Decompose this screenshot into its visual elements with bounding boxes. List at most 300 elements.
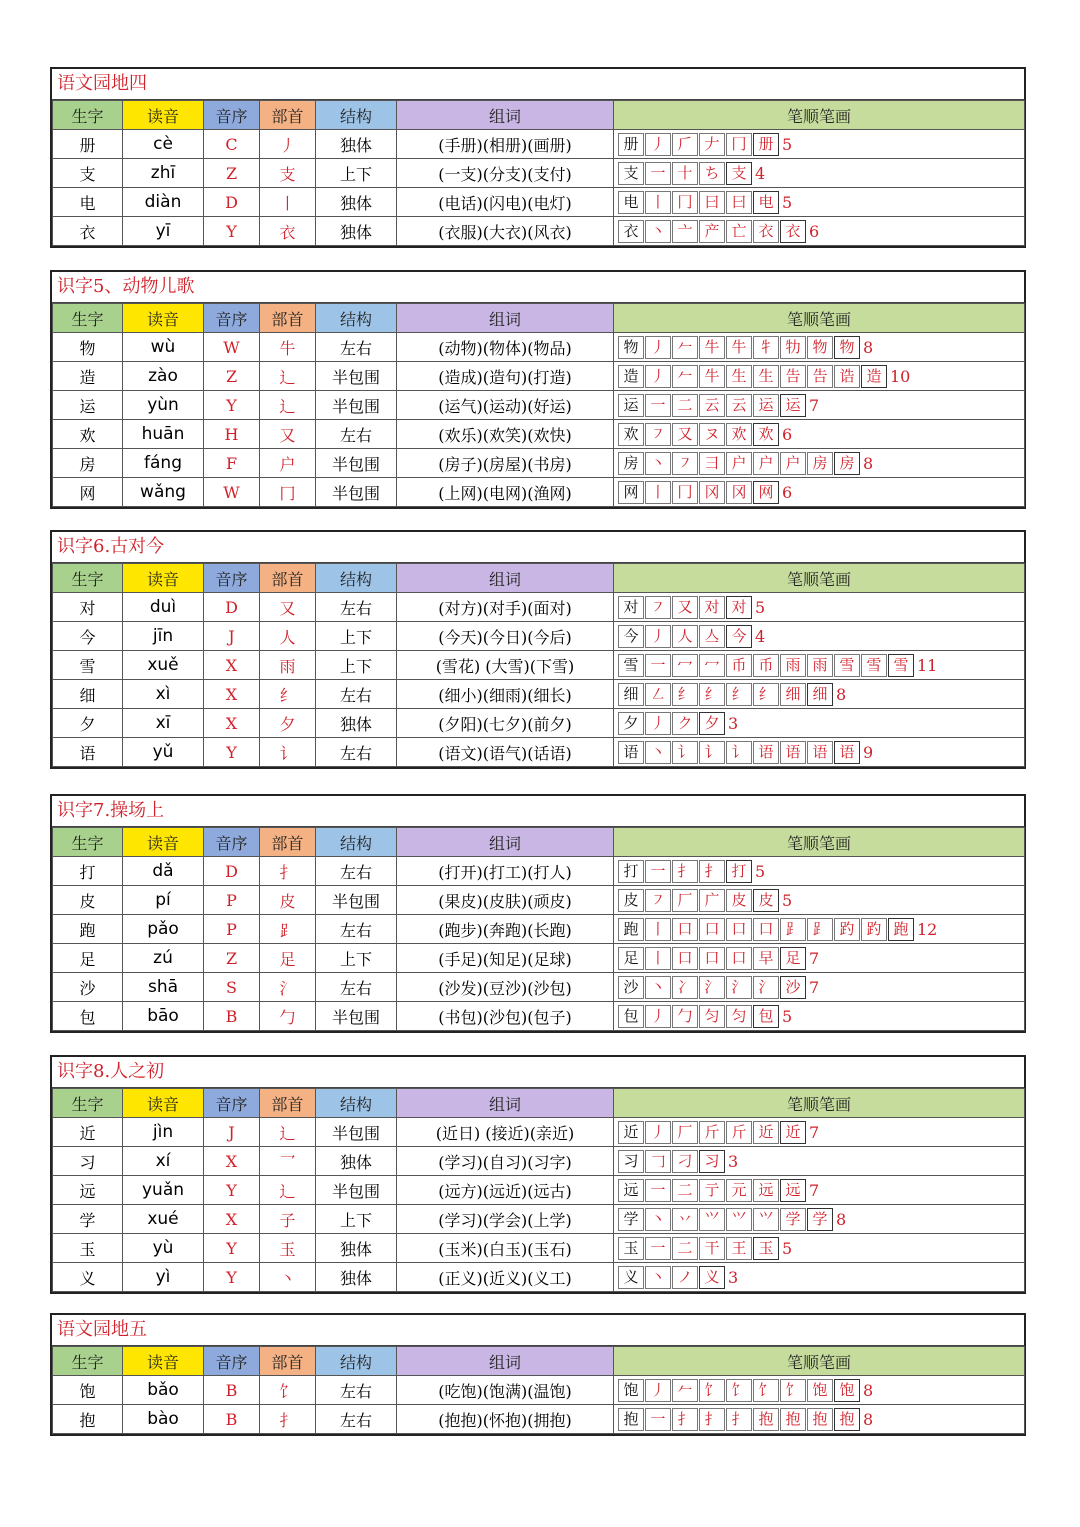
- column-header-radical: 部首: [260, 828, 316, 857]
- stroke-box: ノ: [672, 1266, 698, 1289]
- cell-pinyin: pǎo: [123, 915, 204, 944]
- cell-strokes: [614, 362, 1025, 391]
- stroke-box: 足: [780, 947, 806, 970]
- cell-order: Y: [204, 1176, 260, 1205]
- stroke-count: 3: [728, 713, 739, 733]
- cell-pinyin: xué: [123, 1205, 204, 1234]
- cell-words: (沙发)(豆沙)(沙包): [397, 973, 614, 1002]
- section-title: 语文园地四: [52, 69, 1024, 100]
- stroke-box: 雪: [618, 654, 644, 677]
- cell-radical: 玉: [260, 1234, 316, 1263]
- stroke-box: 足: [618, 947, 644, 970]
- cell-radical: 饣: [260, 1376, 316, 1405]
- cell-pinyin: fáng: [123, 449, 204, 478]
- stroke-count: 11: [917, 655, 938, 675]
- stroke-box: 口: [672, 947, 698, 970]
- table-row: [53, 680, 1025, 709]
- stroke-box: 刁: [672, 1150, 698, 1173]
- cell-strokes: [614, 1405, 1025, 1434]
- cell-words: (果皮)(皮肤)(顽皮): [397, 886, 614, 915]
- stroke-count: 8: [836, 684, 847, 704]
- cell-char: 沙: [53, 973, 123, 1002]
- column-header-pinyin: 读音: [123, 304, 204, 333]
- stroke-box: ㇇: [672, 452, 698, 475]
- stroke-box: 一: [645, 1237, 671, 1260]
- stroke-box: 语: [618, 741, 644, 764]
- stroke-box: 纟: [753, 683, 779, 706]
- cell-pinyin: yǔ: [123, 738, 204, 767]
- stroke-box: 饣: [699, 1379, 725, 1402]
- header-row: [53, 101, 1025, 130]
- cell-structure: 上下: [316, 1205, 397, 1234]
- stroke-box: 学: [807, 1208, 833, 1231]
- stroke-box: 口: [726, 947, 752, 970]
- stroke-count: 5: [782, 1006, 793, 1026]
- stroke-box: 丿: [645, 133, 671, 156]
- cell-pinyin: cè: [123, 130, 204, 159]
- cell-order: Y: [204, 217, 260, 246]
- cell-pinyin: pí: [123, 886, 204, 915]
- stroke-box: 支: [618, 162, 644, 185]
- stroke-box: 𠃌: [645, 1150, 671, 1173]
- header-row: [53, 564, 1025, 593]
- stroke-box: 彐: [699, 452, 725, 475]
- stroke-box: 丨: [645, 918, 671, 941]
- cell-structure: 半包围: [316, 362, 397, 391]
- stroke-box: 语: [753, 741, 779, 764]
- cell-order: X: [204, 680, 260, 709]
- stroke-box: 跑: [618, 918, 644, 941]
- stroke-box: 𠂉: [672, 1379, 698, 1402]
- cell-radical: 皮: [260, 886, 316, 915]
- cell-words: (学习)(自习)(习字): [397, 1147, 614, 1176]
- stroke-box: 牜: [753, 336, 779, 359]
- stroke-box: 𠂆: [672, 133, 698, 156]
- stroke-count: 5: [782, 1238, 793, 1258]
- stroke-box: 氵: [726, 976, 752, 999]
- stroke-box: 物: [834, 336, 860, 359]
- stroke-box: 一: [645, 394, 671, 417]
- stroke-box: 造: [618, 365, 644, 388]
- cell-char: 义: [53, 1263, 123, 1292]
- stroke-box: 细: [780, 683, 806, 706]
- stroke-count: 6: [809, 221, 820, 241]
- stroke-box: 扌: [699, 1408, 725, 1431]
- table-row: [53, 1147, 1025, 1176]
- stroke-box: 冈: [699, 481, 725, 504]
- cell-structure: 独体: [316, 1234, 397, 1263]
- stroke-count: 8: [863, 337, 874, 357]
- cell-char: 玉: [53, 1234, 123, 1263]
- cell-order: C: [204, 130, 260, 159]
- table-row: [53, 593, 1025, 622]
- cell-words: (打开)(打工)(打人): [397, 857, 614, 886]
- stroke-box: 云: [726, 394, 752, 417]
- stroke-box: 丨: [645, 481, 671, 504]
- cell-radical: 雨: [260, 651, 316, 680]
- stroke-box: 义: [618, 1266, 644, 1289]
- column-header-order: 音序: [204, 828, 260, 857]
- cell-structure: 左右: [316, 973, 397, 1002]
- stroke-box: 曰: [699, 191, 725, 214]
- stroke-box: 冫: [672, 976, 698, 999]
- stroke-box: 语: [780, 741, 806, 764]
- table-row: [53, 478, 1025, 507]
- stroke-box: 包: [753, 1005, 779, 1028]
- cell-words: (手册)(相册)(画册): [397, 130, 614, 159]
- cell-structure: 独体: [316, 1147, 397, 1176]
- stroke-box: ㇇: [645, 596, 671, 619]
- cell-structure: 半包围: [316, 1118, 397, 1147]
- stroke-box: 二: [672, 1179, 698, 1202]
- cell-pinyin: duì: [123, 593, 204, 622]
- cell-words: (上网)(电网)(渔网): [397, 478, 614, 507]
- cell-words: (运气)(运动)(好运): [397, 391, 614, 420]
- column-header-radical: 部首: [260, 564, 316, 593]
- table-row: [53, 944, 1025, 973]
- cell-words: (今天)(今日)(今后): [397, 622, 614, 651]
- cell-radical: 氵: [260, 973, 316, 1002]
- stroke-box: 物: [618, 336, 644, 359]
- table-row: [53, 449, 1025, 478]
- table-row: [53, 333, 1025, 362]
- table-row: [53, 1176, 1025, 1205]
- cell-order: J: [204, 1118, 260, 1147]
- cell-pinyin: yī: [123, 217, 204, 246]
- stroke-box: 又: [672, 423, 698, 446]
- column-header-strokes: 笔顺笔画: [614, 1089, 1025, 1118]
- cell-structure: 上下: [316, 651, 397, 680]
- cell-words: (跑步)(奔跑)(长跑): [397, 915, 614, 944]
- cell-structure: 独体: [316, 130, 397, 159]
- cell-pinyin: zào: [123, 362, 204, 391]
- column-header-pinyin: 读音: [123, 1347, 204, 1376]
- stroke-box: 一: [645, 860, 671, 883]
- column-header-structure: 结构: [316, 101, 397, 130]
- table-row: [53, 1263, 1025, 1292]
- column-header-order: 音序: [204, 304, 260, 333]
- stroke-box: 房: [834, 452, 860, 475]
- cell-radical: 又: [260, 420, 316, 449]
- cell-structure: 左右: [316, 680, 397, 709]
- stroke-box: ⺍: [726, 1208, 752, 1231]
- stroke-box: 运: [753, 394, 779, 417]
- table-row: [53, 1118, 1025, 1147]
- stroke-box: 玉: [753, 1237, 779, 1260]
- stroke-box: ㇜: [645, 683, 671, 706]
- stroke-box: 造: [861, 365, 887, 388]
- cell-char: 夕: [53, 709, 123, 738]
- stroke-box: 币: [753, 654, 779, 677]
- cell-structure: 上下: [316, 944, 397, 973]
- stroke-count: 10: [890, 366, 911, 386]
- column-header-radical: 部首: [260, 1347, 316, 1376]
- cell-radical: 讠: [260, 738, 316, 767]
- stroke-box: 饱: [834, 1379, 860, 1402]
- stroke-box: 远: [753, 1179, 779, 1202]
- stroke-box: 匀: [726, 1005, 752, 1028]
- cell-order: D: [204, 593, 260, 622]
- cell-strokes: [614, 857, 1025, 886]
- table-row: [53, 1376, 1025, 1405]
- stroke-box: 语: [807, 741, 833, 764]
- stroke-box: 讠: [672, 741, 698, 764]
- cell-radical: 辶: [260, 1176, 316, 1205]
- cell-structure: 半包围: [316, 478, 397, 507]
- stroke-box: 丶: [645, 220, 671, 243]
- stroke-box: 元: [726, 1179, 752, 1202]
- stroke-box: 饣: [753, 1379, 779, 1402]
- table-row: [53, 1205, 1025, 1234]
- cell-radical: 乛: [260, 1147, 316, 1176]
- cell-structure: 独体: [316, 188, 397, 217]
- cell-radical: 丨: [260, 188, 316, 217]
- stroke-box: 丶: [645, 452, 671, 475]
- cell-radical: 衣: [260, 217, 316, 246]
- stroke-box: 亡: [726, 220, 752, 243]
- stroke-box: 沙: [780, 976, 806, 999]
- cell-char: 物: [53, 333, 123, 362]
- cell-pinyin: yì: [123, 1263, 204, 1292]
- table-row: [53, 130, 1025, 159]
- stroke-box: 雪: [888, 654, 914, 677]
- stroke-box: 丶: [645, 976, 671, 999]
- cell-strokes: [614, 1205, 1025, 1234]
- column-header-structure: 结构: [316, 304, 397, 333]
- section-title: 识字5、动物儿歌: [52, 272, 1024, 303]
- table-row: [53, 886, 1025, 915]
- character-table: [52, 1088, 1025, 1292]
- stroke-box: 𠂇: [699, 133, 725, 156]
- cell-pinyin: wù: [123, 333, 204, 362]
- cell-radical: 冂: [260, 478, 316, 507]
- stroke-box: 衣: [753, 220, 779, 243]
- stroke-box: 口: [672, 918, 698, 941]
- stroke-box: 讠: [726, 741, 752, 764]
- stroke-box: 学: [780, 1208, 806, 1231]
- stroke-box: 皮: [618, 889, 644, 912]
- cell-strokes: [614, 680, 1025, 709]
- stroke-box: 冖: [699, 654, 725, 677]
- stroke-box: 趵: [861, 918, 887, 941]
- cell-pinyin: jìn: [123, 1118, 204, 1147]
- cell-order: X: [204, 1147, 260, 1176]
- cell-words: (抱抱)(怀抱)(拥抱): [397, 1405, 614, 1434]
- cell-words: (一支)(分支)(支付): [397, 159, 614, 188]
- stroke-count: 8: [836, 1209, 847, 1229]
- column-header-char: 生字: [53, 1347, 123, 1376]
- cell-words: (细小)(细雨)(细长): [397, 680, 614, 709]
- cell-strokes: [614, 1147, 1025, 1176]
- section-title: 识字6.古对今: [52, 532, 1024, 563]
- cell-strokes: [614, 1234, 1025, 1263]
- cell-strokes: [614, 973, 1025, 1002]
- stroke-box: 口: [699, 947, 725, 970]
- stroke-box: 饣: [726, 1379, 752, 1402]
- cell-structure: 独体: [316, 1263, 397, 1292]
- table-row: [53, 1234, 1025, 1263]
- stroke-box: 电: [618, 191, 644, 214]
- stroke-box: 衣: [780, 220, 806, 243]
- cell-words: (夕阳)(七夕)(前夕): [397, 709, 614, 738]
- stroke-box: 皮: [753, 889, 779, 912]
- stroke-box: 口: [726, 918, 752, 941]
- cell-radical: 丶: [260, 1263, 316, 1292]
- stroke-box: 丶: [645, 741, 671, 764]
- cell-char: 跑: [53, 915, 123, 944]
- stroke-box: 冖: [672, 654, 698, 677]
- cell-radical: 辶: [260, 1118, 316, 1147]
- stroke-box: 雪: [861, 654, 887, 677]
- cell-order: X: [204, 709, 260, 738]
- cell-order: Y: [204, 1263, 260, 1292]
- cell-strokes: [614, 651, 1025, 680]
- cell-order: W: [204, 478, 260, 507]
- stroke-box: 生: [753, 365, 779, 388]
- cell-order: B: [204, 1002, 260, 1031]
- column-header-char: 生字: [53, 304, 123, 333]
- stroke-box: 户: [753, 452, 779, 475]
- cell-strokes: [614, 333, 1025, 362]
- cell-order: Z: [204, 944, 260, 973]
- cell-pinyin: yuǎn: [123, 1176, 204, 1205]
- stroke-box: 纟: [699, 683, 725, 706]
- stroke-box: 册: [618, 133, 644, 156]
- cell-pinyin: zú: [123, 944, 204, 973]
- cell-words: (学习)(学会)(上学): [397, 1205, 614, 1234]
- stroke-box: 广: [699, 889, 725, 912]
- stroke-box: ⻊: [807, 918, 833, 941]
- cell-structure: 左右: [316, 420, 397, 449]
- cell-pinyin: xuě: [123, 651, 204, 680]
- cell-strokes: [614, 159, 1025, 188]
- stroke-box: 𠂉: [672, 336, 698, 359]
- cell-char: 细: [53, 680, 123, 709]
- cell-strokes: [614, 449, 1025, 478]
- stroke-box: 远: [780, 1179, 806, 1202]
- cell-pinyin: zhī: [123, 159, 204, 188]
- stroke-box: 饱: [618, 1379, 644, 1402]
- column-header-structure: 结构: [316, 1347, 397, 1376]
- stroke-count: 8: [863, 453, 874, 473]
- table-row: [53, 709, 1025, 738]
- table-row: [53, 857, 1025, 886]
- cell-order: B: [204, 1405, 260, 1434]
- stroke-box: 玉: [618, 1237, 644, 1260]
- stroke-count: 7: [809, 977, 820, 997]
- stroke-box: 雪: [834, 654, 860, 677]
- stroke-box: 冈: [726, 481, 752, 504]
- stroke-box: ち: [699, 162, 725, 185]
- header-row: [53, 1089, 1025, 1118]
- stroke-count: 6: [782, 482, 793, 502]
- stroke-box: 欢: [726, 423, 752, 446]
- stroke-box: 牛: [726, 336, 752, 359]
- header-row: [53, 1347, 1025, 1376]
- cell-strokes: [614, 391, 1025, 420]
- cell-pinyin: yùn: [123, 391, 204, 420]
- cell-pinyin: bào: [123, 1405, 204, 1434]
- stroke-box: 曰: [726, 191, 752, 214]
- character-table: [52, 563, 1025, 767]
- stroke-count: 9: [863, 742, 874, 762]
- cell-radical: 足: [260, 944, 316, 973]
- stroke-box: ㇇: [645, 889, 671, 912]
- stroke-box: 云: [699, 394, 725, 417]
- stroke-count: 3: [728, 1267, 739, 1287]
- cell-words: (对方)(对手)(面对): [397, 593, 614, 622]
- stroke-box: 二: [672, 394, 698, 417]
- column-header-char: 生字: [53, 1089, 123, 1118]
- cell-char: 习: [53, 1147, 123, 1176]
- stroke-box: 丿: [645, 336, 671, 359]
- cell-order: X: [204, 651, 260, 680]
- stroke-box: 饱: [807, 1379, 833, 1402]
- stroke-box: 扌: [672, 1408, 698, 1431]
- cell-char: 雪: [53, 651, 123, 680]
- stroke-box: 网: [753, 481, 779, 504]
- cell-radical: 辶: [260, 391, 316, 420]
- table-row: [53, 159, 1025, 188]
- cell-words: (手足)(知足)(足球): [397, 944, 614, 973]
- character-table: [52, 303, 1025, 507]
- cell-char: 电: [53, 188, 123, 217]
- stroke-box: 生: [726, 365, 752, 388]
- stroke-box: 抱: [618, 1408, 644, 1431]
- cell-char: 语: [53, 738, 123, 767]
- column-header-pinyin: 读音: [123, 1089, 204, 1118]
- column-header-structure: 结构: [316, 564, 397, 593]
- stroke-box: 纟: [672, 683, 698, 706]
- stroke-count: 7: [809, 395, 820, 415]
- stroke-box: 网: [618, 481, 644, 504]
- cell-structure: 左右: [316, 593, 397, 622]
- cell-order: Z: [204, 159, 260, 188]
- stroke-box: 趵: [834, 918, 860, 941]
- cell-order: Y: [204, 391, 260, 420]
- stroke-box: 抱: [753, 1408, 779, 1431]
- stroke-box: 亠: [672, 220, 698, 243]
- stroke-box: 远: [618, 1179, 644, 1202]
- column-header-radical: 部首: [260, 101, 316, 130]
- stroke-box: 抱: [807, 1408, 833, 1431]
- cell-order: P: [204, 915, 260, 944]
- cell-char: 皮: [53, 886, 123, 915]
- cell-char: 支: [53, 159, 123, 188]
- cell-words: (玉米)(白玉)(玉石): [397, 1234, 614, 1263]
- cell-radical: 勹: [260, 1002, 316, 1031]
- stroke-box: 一: [645, 654, 671, 677]
- stroke-box: 牞: [780, 336, 806, 359]
- stroke-box: 户: [726, 452, 752, 475]
- stroke-box: 饣: [780, 1379, 806, 1402]
- cell-pinyin: yù: [123, 1234, 204, 1263]
- cell-words: (正义)(近义)(义工): [397, 1263, 614, 1292]
- stroke-box: 义: [699, 1266, 725, 1289]
- cell-char: 学: [53, 1205, 123, 1234]
- stroke-box: 房: [618, 452, 644, 475]
- stroke-box: 一: [645, 162, 671, 185]
- cell-words: (造成)(造句)(打造): [397, 362, 614, 391]
- cell-radical: 支: [260, 159, 316, 188]
- stroke-box: 户: [780, 452, 806, 475]
- column-header-words: 组词: [397, 304, 614, 333]
- cell-char: 远: [53, 1176, 123, 1205]
- section: [50, 794, 1026, 1033]
- column-header-strokes: 笔顺笔画: [614, 101, 1025, 130]
- cell-char: 网: [53, 478, 123, 507]
- stroke-box: 房: [807, 452, 833, 475]
